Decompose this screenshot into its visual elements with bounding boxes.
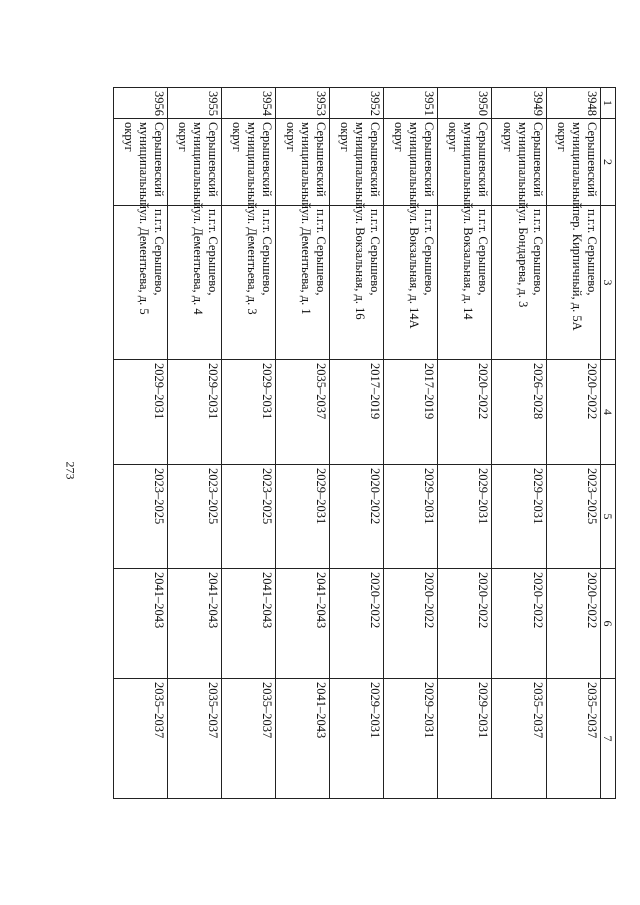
address-settlement: п.г.т. Серышево, [314,209,329,296]
row-id: 3956 [114,88,168,119]
address-cell [168,206,222,360]
period-cell-5: 2029–2031 [438,465,492,569]
address-street: ул. Дементьева, д. 5 [137,209,152,315]
data-table [113,87,616,799]
address-street: ул. Дементьева, д. 3 [245,209,260,315]
address-street: ул. Вокзальная, д. 14А [407,209,422,329]
period-cell-5: 2023–2025 [114,465,168,569]
municipality-cell: Серышевский муниципальный округ [114,119,168,206]
period-cell-6: 2020–2022 [384,569,438,679]
row-id: 3953 [276,88,330,119]
period-cell-5: 2023–2025 [546,465,600,569]
period-cell-4: 2017–2019 [384,360,438,465]
period-cell-6: 2020–2022 [492,569,546,679]
table-row [492,88,546,799]
period-cell-7: 2029–2031 [330,679,384,799]
row-id: 3948 [546,88,600,119]
address-street: ул. Вокзальная, д. 14 [461,209,476,320]
table-row [546,88,600,799]
period-cell-4: 2029–2031 [114,360,168,465]
municipality-cell: Серышевский муниципальный округ [492,119,546,206]
table-row [438,88,492,799]
period-cell-6: 2020–2022 [330,569,384,679]
address-cell [384,206,438,360]
period-cell-6: 2020–2022 [546,569,600,679]
period-cell-6: 2020–2022 [438,569,492,679]
address-settlement: п.г.т. Серышево, [260,209,275,296]
period-cell-7: 2035–2037 [222,679,276,799]
period-cell-5: 2029–2031 [492,465,546,569]
address-street: ул. Дементьева, д. 4 [191,209,206,315]
address-cell [330,206,384,360]
page-number: 273 [63,461,78,480]
period-cell-7: 2035–2037 [168,679,222,799]
period-cell-6: 2041–2043 [222,569,276,679]
period-cell-6: 2041–2043 [168,569,222,679]
municipality-cell: Серышевский муниципальный округ [222,119,276,206]
row-id: 3954 [222,88,276,119]
period-cell-4: 2026–2028 [492,360,546,465]
table-wrapper [113,87,616,798]
address-cell [222,206,276,360]
table-row [168,88,222,799]
column-header-4: 4 [600,360,615,465]
table-row [330,88,384,799]
period-cell-4: 2020–2022 [546,360,600,465]
period-cell-5: 2020–2022 [330,465,384,569]
period-cell-6: 2041–2043 [114,569,168,679]
period-cell-4: 2017–2019 [330,360,384,465]
table-row [222,88,276,799]
address-settlement: п.г.т. Серышево, [584,209,599,296]
municipality-cell: Серышевский муниципальный округ [276,119,330,206]
address-street: ул. Бондарева, д. 3 [515,209,530,308]
period-cell-5: 2023–2025 [168,465,222,569]
address-settlement: п.г.т. Серышево, [152,209,167,296]
column-header-7: 7 [600,679,615,799]
row-id: 3955 [168,88,222,119]
municipality-cell: Серышевский муниципальный округ [168,119,222,206]
municipality-cell: Серышевский муниципальный округ [330,119,384,206]
row-id: 3950 [438,88,492,119]
column-header-5: 5 [600,465,615,569]
period-cell-7: 2029–2031 [384,679,438,799]
address-settlement: п.г.т. Серышево, [476,209,491,296]
column-header-2: 2 [600,119,615,206]
address-cell [114,206,168,360]
period-cell-4: 2029–2031 [222,360,276,465]
table-row [114,88,168,799]
period-cell-7: 2029–2031 [438,679,492,799]
address-settlement: п.г.т. Серышево, [206,209,221,296]
address-settlement: п.г.т. Серышево, [368,209,383,296]
column-header-6: 6 [600,569,615,679]
period-cell-5: 2029–2031 [276,465,330,569]
table-row [384,88,438,799]
address-street: пер. Кирпичный, д. 5А [569,209,584,331]
period-cell-6: 2041–2043 [276,569,330,679]
address-street: ул. Дементьева, д. 1 [299,209,314,315]
period-cell-7: 2035–2037 [114,679,168,799]
period-cell-4: 2035–2037 [276,360,330,465]
row-id: 3951 [384,88,438,119]
address-street: ул. Вокзальная, д. 16 [353,209,368,320]
period-cell-7: 2035–2037 [492,679,546,799]
row-id: 3952 [330,88,384,119]
table-row [276,88,330,799]
address-cell [546,206,600,360]
address-settlement: п.г.т. Серышево, [530,209,545,296]
period-cell-5: 2023–2025 [222,465,276,569]
address-cell [492,206,546,360]
period-cell-7: 2035–2037 [546,679,600,799]
period-cell-4: 2020–2022 [438,360,492,465]
period-cell-7: 2041–2043 [276,679,330,799]
column-header-1: 1 [600,88,615,119]
municipality-cell: Серышевский муниципальный округ [438,119,492,206]
period-cell-5: 2029–2031 [384,465,438,569]
header-row [600,88,615,799]
municipality-cell: Серышевский муниципальный округ [546,119,600,206]
address-cell [438,206,492,360]
row-id: 3949 [492,88,546,119]
address-cell [276,206,330,360]
period-cell-4: 2029–2031 [168,360,222,465]
address-settlement: п.г.т. Серышево, [422,209,437,296]
municipality-cell: Серышевский муниципальный округ [384,119,438,206]
column-header-3: 3 [600,206,615,360]
